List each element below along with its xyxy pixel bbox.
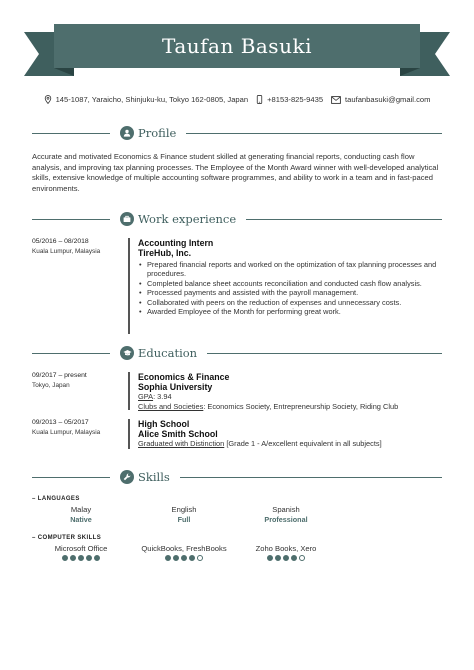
- rating-dot-empty: [197, 555, 203, 561]
- rating-dot-filled: [78, 555, 84, 561]
- profile-badge: [120, 126, 134, 140]
- skill-rating: [21, 555, 141, 561]
- rating-dot-empty: [299, 555, 305, 561]
- language-name: Spanish: [272, 505, 300, 514]
- rating-dot-filled: [189, 555, 195, 561]
- entry-dates: 09/2017 – present: [32, 372, 87, 379]
- section-title: Profile: [138, 126, 177, 140]
- rating-dot-filled: [291, 555, 297, 561]
- section-title: Skills: [138, 470, 170, 484]
- gpa-label: GPA: [138, 392, 154, 401]
- experience-section-header: [32, 211, 442, 227]
- divider: [32, 133, 110, 134]
- section-title: Work experience: [138, 212, 237, 226]
- divider: [186, 133, 442, 134]
- section-title: Education: [138, 346, 198, 360]
- list-item: • Collaborated with peers on the reduction of expenses and unnecessary costs.: [138, 298, 438, 307]
- distinction-label: Graduated with Distinction: [138, 439, 225, 448]
- job-title: Accounting Intern: [138, 238, 214, 248]
- email-text[interactable]: taufanbasuki@gmail.com: [345, 95, 431, 104]
- distinction-line: [138, 439, 438, 449]
- software-name: QuickBooks, FreshBooks: [141, 544, 227, 553]
- timeline-rule: [128, 372, 130, 410]
- timeline-rule: [128, 419, 130, 449]
- contact-email[interactable]: [331, 95, 430, 104]
- experience-badge: [120, 212, 134, 226]
- skill-rating: [226, 555, 346, 561]
- entry-body: [138, 372, 438, 411]
- candidate-name: Taufan Basuki: [162, 34, 312, 58]
- profile-summary: Accurate and motivated Economics & Finance student skilled at generating financial reports, conducting cash flow analysis, and improving tax planning processes. The Employee of the Month Award winner with well-developed analytical skills, extensive knowledge of multiple accounting software programmes, and ability to work in a team and in fast-paced environments.: [32, 152, 439, 193]
- name-banner: [54, 24, 420, 68]
- language-level: Full: [177, 515, 191, 524]
- rating-dot-filled: [70, 555, 76, 561]
- language-name: English: [171, 505, 197, 514]
- education-badge: [120, 346, 134, 360]
- duties-list: [138, 260, 438, 316]
- envelope-icon: [331, 96, 341, 104]
- rating-dot-filled: [173, 555, 179, 561]
- degree-title: High School: [138, 419, 190, 429]
- language-name: Malay: [70, 505, 92, 514]
- skills-section-header: [32, 469, 442, 485]
- distinction-value: [Grade 1 - A/excellent equivalent in all subjects]: [224, 439, 382, 448]
- computer-skills-label: – COMPUTER SKILLS: [32, 535, 102, 541]
- education-section-header: [32, 345, 442, 361]
- rating-dot-filled: [267, 555, 273, 561]
- entry-body: [138, 238, 438, 316]
- rating-dot-filled: [165, 555, 171, 561]
- software-name: Microsoft Office: [54, 544, 108, 553]
- rating-dot-filled: [86, 555, 92, 561]
- profile-section-header: [32, 125, 442, 141]
- divider: [180, 477, 442, 478]
- school-name: Sophia University: [138, 382, 213, 392]
- computer-skill: [21, 544, 141, 561]
- contact-address: [44, 95, 249, 104]
- clubs-label: Clubs and Societies: [138, 401, 204, 411]
- gpa-line: [138, 392, 438, 402]
- phone-icon: [256, 95, 263, 104]
- rating-dot-filled: [283, 555, 289, 561]
- list-item: • Awarded Employee of the Month for performing great work.: [138, 307, 438, 316]
- location-pin-icon: [44, 95, 52, 104]
- timeline-rule: [128, 238, 130, 334]
- contact-bar: [0, 95, 474, 104]
- graduation-cap-icon: [123, 349, 132, 357]
- company-name: TireHub, Inc.: [138, 248, 192, 258]
- address-text: 145-1087, Yaraicho, Shinjuku-ku, Tokyo 162-0805, Japan: [55, 95, 249, 104]
- rating-dot-filled: [62, 555, 68, 561]
- rating-dot-filled: [181, 555, 187, 561]
- software-name: Zoho Books, Xero: [255, 544, 317, 553]
- divider: [32, 477, 110, 478]
- clubs-value: : Economics Society, Entrepreneurship Society, Riding Club: [203, 401, 399, 411]
- contact-phone: [256, 95, 323, 104]
- divider: [32, 219, 110, 220]
- divider: [32, 353, 110, 354]
- language-level: Native: [70, 515, 92, 524]
- degree-title: Economics & Finance: [138, 372, 230, 382]
- computer-skill: [226, 544, 346, 561]
- language-skill: [226, 505, 346, 525]
- skills-badge: [120, 470, 134, 484]
- phone-text: +8153-825-9435: [267, 95, 324, 104]
- gpa-value: : 3.94: [153, 392, 172, 401]
- entry-location: Tokyo, Japan: [32, 382, 70, 389]
- language-level: Professional: [264, 515, 308, 524]
- language-skill: [21, 505, 141, 525]
- languages-label: – LANGUAGES: [32, 496, 80, 502]
- person-icon: [123, 129, 131, 137]
- list-item: • Prepared financial reports and worked on the optimization of tax planning processes and procedures.: [138, 260, 438, 279]
- briefcase-icon: [123, 215, 131, 223]
- wrench-icon: [123, 473, 131, 481]
- divider: [246, 219, 442, 220]
- rating-dot-filled: [94, 555, 100, 561]
- entry-location: Kuala Lumpur, Malaysia: [32, 429, 101, 436]
- rating-dot-filled: [275, 555, 281, 561]
- entry-location: Kuala Lumpur, Malaysia: [32, 248, 101, 255]
- entry-dates: 09/2013 – 05/2017: [32, 419, 89, 426]
- list-item: • Completed balance sheet accounts reconciliation and conducted cash flow analysis.: [138, 279, 438, 288]
- school-name: Alice Smith School: [138, 429, 218, 439]
- list-item: • Processed payments and assisted with the payroll management.: [138, 288, 438, 297]
- entry-body: [138, 419, 438, 449]
- clubs-line: [138, 402, 438, 412]
- divider: [207, 353, 442, 354]
- entry-dates: 05/2016 – 08/2018: [32, 238, 89, 245]
